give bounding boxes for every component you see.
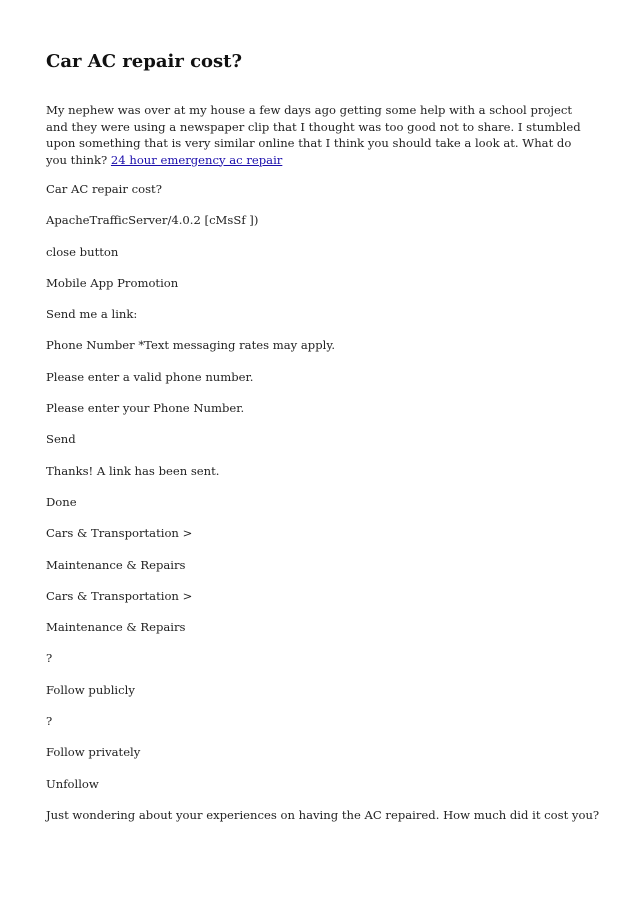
text-line: Car AC repair cost? xyxy=(46,182,162,196)
text-line: Mobile App Promotion xyxy=(46,275,179,290)
text-line: Phone Number *Text messaging rates may apply. xyxy=(46,338,336,353)
text-line: Follow privately xyxy=(46,745,141,760)
text-line: Send xyxy=(46,432,76,447)
emergency-ac-repair-link[interactable]: 24 hour emergency ac repair xyxy=(110,152,283,167)
intro-paragraph xyxy=(46,102,592,168)
text-line: Just wondering about your experiences on having the AC repaired. How much did it cost you? xyxy=(46,807,600,822)
text-line: ? xyxy=(46,714,53,729)
text-line: Follow publicly xyxy=(46,682,135,697)
text-line: ApacheTrafficServer/4.0.2 [cMsSf ]) xyxy=(46,213,259,228)
text-line: Cars & Transportation > xyxy=(46,526,193,541)
text-line: ? xyxy=(46,651,53,666)
text-line: Cars & Transportation > xyxy=(46,588,193,603)
text-line: Done xyxy=(46,494,77,509)
intro-text: My nephew was over at my house a few days ago getting some help with a school project and they were using a newspaper clip that I thought was too good not to share. I stumbled upon something that is very similar online that I think you should take a look at. What do you think? xyxy=(46,103,581,167)
document-title: Car AC repair cost? xyxy=(46,51,243,72)
text-line: Please enter a valid phone number. xyxy=(46,369,254,384)
text-line: Maintenance & Repairs xyxy=(46,620,186,635)
text-line: Send me a link: xyxy=(46,307,138,322)
text-line: Please enter your Phone Number. xyxy=(46,401,245,416)
text-line: Maintenance & Repairs xyxy=(46,557,186,572)
text-line: close button xyxy=(46,244,119,259)
text-line: Unfollow xyxy=(46,776,99,791)
text-line: Thanks! A link has been sent. xyxy=(46,463,220,478)
